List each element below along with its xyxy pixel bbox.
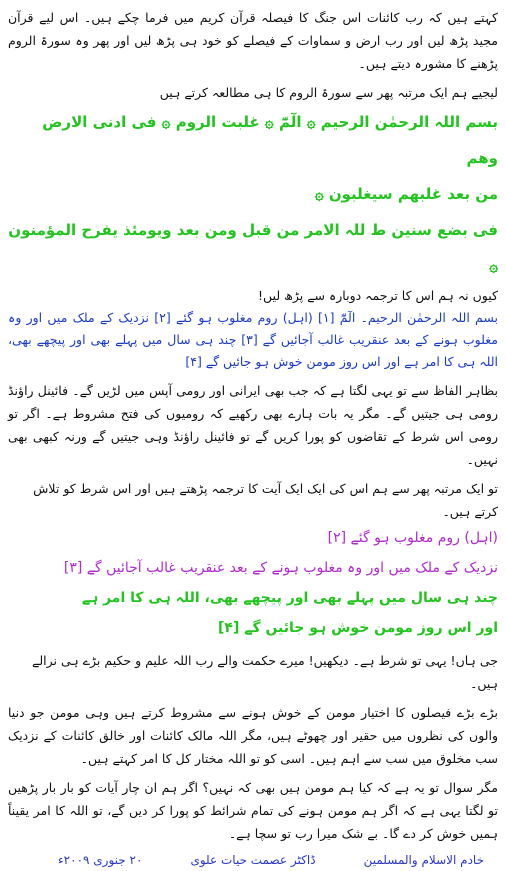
translation-intro-line: کیوں نہ ہم اس کا ترجمہ دوبارہ سے پڑھ لیں! [258,288,498,303]
signature-title: خادم الاسلام والمسلمین [363,853,484,867]
verse-3-translation: نزدیک کے ملک میں اور وہ مغلوب ہونے کے بعد عنقریب غالب آجائیں گے [۳] [63,560,498,576]
signature-block [8,845,498,871]
reread-intro-line: تو ایک مرتبہ پھر سے ہم اس کی ایک ایک آیت کا ترجمہ پڑھتے ہیں اور اس شرط کو تلاش کرتے ہیں۔ [33,481,498,519]
analysis-paragraph: بظاہر الفاظ سے تو یہی لگتا ہے کہ جب بھی ایرانی اور رومی آپس میں لڑیں گے۔ فائینل راؤنڈ رومی ہی جیتیں گے۔ مگر یہ بات ہارے بھی رکھیے کہ رومیوں کی فتح مشروط ہے۔ اگر تو رومی اس شرط کے تقاضوں کو پورا کریں گے تو فائینل راؤنڈ وہی جیتیں گے ورنہ کبھی بھی نہیں۔ [8,383,498,467]
translation-paragraph: بسم اللہ الرحمٰن الرحیم۔ الٓمّٓ [۱] (اہل) روم مغلوب ہو گئے [۲] نزدیک کے ملک میں اور وہ مغلوب ہونے کے بعد عنقریب غالب آجائیں گے [۳] چند ہی سال میں پہلے بھی اور پیچھے بھی، اللہ ہی کا امر ہے اور اس روز مومن خوش ہو جائیں گے [۴] [8,310,498,369]
intro-paragraph: کہتے ہیں کہ رب کائنات اس جنگ کا فیصلہ قرآن کریم میں فرما چکے ہیں۔ اس لیے قرآن مجید پڑھ لیں اور رب ارض و سماوات کے فیصلے کو خود ہی پڑھ لیں اور پھر وہ سورۃ الروم پڑھنے کا مشورہ دیتے ہیں۔ [8,10,498,71]
decision-paragraph: بڑے بڑے فیصلوں کا اختیار مومن کے خوش ہونے سے مشروط کرتے ہیں وہی مومن جو دنیا والوں کی نظروں میں حقیر اور چھوٹے ہیں، مگر اللہ مالک کائنات اور خالق کائنات کے نزدیک سب مخلوق میں سب سے اہم ہیں۔ اسی کو تو اللہ مختار کل کا امر کہتے ہیں۔ [8,705,498,766]
verse-4a-translation: چند ہی سال میں پہلے بھی اور پیچھے بھی، اللہ ہی کا امر ہے [81,590,498,606]
signature-date: ۲۰ جنوری ۲۰۰۹ء [58,853,143,867]
verse-2-translation: (اہل) روم مغلوب ہو گئے [۲] [327,530,498,546]
condition-line: جی ہاں! یہی تو شرط ہے۔ دیکھیں! میرے حکمت والے رب اللہ علیم و حکیم بڑے ہی نرالے ہیں۔ [32,653,498,691]
study-intro-line: لیجیے ہم ایک مرتبہ پھر سے سورۃ الروم کا ہی مطالعہ کرتے ہیں [159,85,498,100]
question-paragraph: مگر سوال تو یہ ہے کہ کیا ہم مومن ہیں بھی کہ نہیں؟ اگر ہم ان چار آیات کو بار بار پڑھیں تو لگتا یہی ہے کہ اگر ہم مومن ہونے کی تمام شرائط کو پورا کر دیں گے، تو اللہ کا امر یقیناً ہمیں خوش کر دے گا۔ بے شک میرا رب تو سچا ہے۔ [8,780,498,841]
ayah-line-3: فی بضع سنین ط للہ الامر من قبل ومن بعد ویومئذ یفرح المؤمنون ۞ [8,221,498,275]
verse-4b-translation: اور اس روز مومن خوش ہو جائیں گے [۴] [218,620,498,636]
ayah-line-2: من بعد غلبھم سیغلبون ۞ [314,185,498,203]
ayah-line-1: بسم اللہ الرحمٰن الرحیم ۞ الٓمّٓ ۞ غلبت الروم ۞ فی ادنی الارض وھم [42,113,498,167]
signature-author: ڈاکٹر عصمت حیات علوی [190,853,316,867]
